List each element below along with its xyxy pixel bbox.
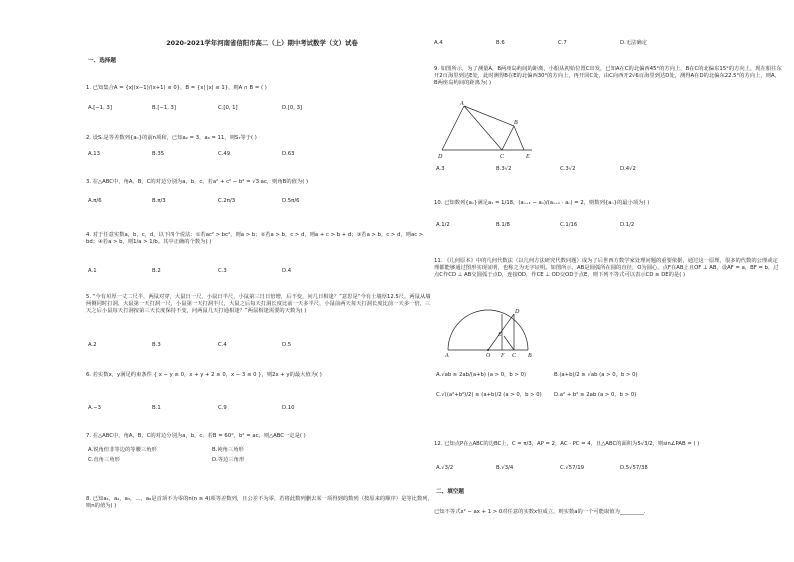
q2-option-b[interactable]: B.35 (152, 151, 165, 157)
question-9-stem: 9. 如图所示，为了测量A，B两座岛屿间的距离，小船从初始位置C出发，已知A在C的北偏西45°的方向上，B在C的北偏东15°的方向上，现在船往东开2百海里到达E处，此时测得B在E的北偏西30°的方向上，再开回C处，由C向西开2√6百海里到达D处，测得A在D的北偏东22.5°的方向上，则A，B两座岛屿间的距离为( ) (434, 66, 782, 87)
q3-option-b[interactable]: B.π/3 (152, 198, 166, 204)
q8-option-a[interactable]: A.4 (434, 40, 443, 46)
q10-option-a[interactable]: A.1/2 (436, 222, 450, 228)
q5-option-d[interactable]: D.5 (282, 342, 292, 348)
q6-option-b[interactable]: B.1 (152, 405, 161, 411)
exam-title: 2020-2021学年河南省信阳市高二（上）期中考试数学（文）试卷 (166, 39, 358, 47)
q11-option-b[interactable]: B.(a+b)/2 ≥ √ab (a > 0，b > 0) (554, 372, 638, 378)
question-8-stem: 8. 已知a₁，a₂，a₃，…，a₈是首项不为零的n(n ≥ 4)项等差数列，且公差不为零，若将此数列删去某一项得到的数列（按原来的顺序）是等比数列，则n的值为( ) (86, 496, 433, 510)
q2-option-c[interactable]: C.49 (218, 151, 231, 157)
fig11-label-b: B (528, 353, 532, 358)
question-3-stem: 3. 在△ABC中，角A，B，C的对边分别为a，b，c，若a² + c² − b² = √3 ac，则角B的值为( ) (86, 179, 309, 185)
q3-option-d[interactable]: D.5π/6 (282, 198, 300, 204)
fig11-label-e: E (498, 332, 502, 338)
q5-option-a[interactable]: A.2 (88, 342, 97, 348)
q6-option-a[interactable]: A.−3 (88, 405, 102, 411)
q1-option-b[interactable]: B.[−1, 3] (152, 105, 176, 111)
q9-option-c[interactable]: C.3√2 (560, 166, 576, 172)
question-4-stem: 4. 对于任意实数a，b，c，d，以下四个说法：①若ac² > bc²，则a > b；②若a > b，c > d，则a + c > b + d；③若a > b，c > d，则ac > bd；④若a > b，则1/a > 1/b。其中正确的个数为( ) (86, 232, 424, 246)
q12-option-a[interactable]: A.√3/2 (436, 465, 454, 471)
q7-option-d[interactable]: D.等边三角形 (212, 457, 245, 463)
section-choice-heading: 一、选择题 (88, 58, 116, 64)
fig11-label-d: D (515, 309, 520, 315)
fig11-label-c: C (512, 353, 517, 358)
fig9-label-b: B (514, 120, 518, 126)
fill-blank-question: 已知不等式x² − ax + 1 > 0对任意的实数x恒成立，则实数a的一个可能取值为_________. (434, 509, 646, 515)
question-1-stem: 1. 已知集合A = {x|(x−1)/(x+1) ≤ 0}，B = {x| |x| ≤ 1}，则A ∩ B = ( ) (86, 85, 267, 91)
q5-option-c[interactable]: C.4 (218, 342, 227, 348)
q7-option-a[interactable]: A.锐角但非等边的等腰三角形 (88, 447, 157, 453)
q4-option-b[interactable]: B.2 (152, 268, 161, 274)
q8-option-c[interactable]: C.7 (558, 40, 567, 46)
fig11-label-a: A (445, 353, 449, 358)
q8-option-d[interactable]: D.无法确定 (620, 40, 647, 46)
question-2-stem: 2. 设Sₙ是等差数列{aₙ}的前n项和，已知a₂ = 3，a₆ = 11，则S₇等于( ) (86, 135, 257, 141)
q4-option-a[interactable]: A.1 (88, 268, 97, 274)
question-6-stem: 6. 若实数x，y满足约束条件 { x − y ≥ 0，x + y + 2 ≥ 0，x − 3 ≤ 0 }，则2x + y的最大值为( ) (86, 372, 322, 378)
q10-option-c[interactable]: C.1/16 (560, 222, 578, 228)
q9-option-a[interactable]: A.3 (436, 166, 445, 172)
fig9-label-d: D (438, 154, 443, 160)
q4-option-d[interactable]: D.4 (282, 268, 292, 274)
left-column (86, 0, 438, 562)
q2-option-d[interactable]: D.63 (282, 151, 295, 157)
q10-option-d[interactable]: D.1/2 (620, 222, 635, 228)
right-column (434, 0, 786, 562)
q12-option-c[interactable]: C.√57/19 (560, 465, 585, 471)
question-11-stem: 11. 《几何原本》中的几何代数法（以几何方法研究代数问题）成为了后世西方数学家处理问题的重要依据，通过这一原理，很多的代数的公理或定理都能够通过图形实现证明，也称之为无字证明。如图所示，AB是圆弧所在圆的直径，O为圆心，点F在AB上且OF ⊥ AB，设AF = a，BF = b，过点C作CD ⊥ AB交圆弧于点D，连接OD，作CE ⊥ OD交OD于点E，则下列不等式可以表示CD ≥ DE的是( ) (434, 258, 779, 279)
q4-option-c[interactable]: C.3 (218, 268, 227, 274)
figure-11-semicircle (444, 306, 534, 358)
question-7-stem: 7. 在△ABC中，角A，B，C的对边分别为a，b，c，若B = 60°，b² = ac，则△ABC一定是( ) (86, 433, 306, 439)
q3-option-c[interactable]: C.2π/3 (218, 198, 236, 204)
q1-option-c[interactable]: C.[0, 1] (218, 105, 238, 111)
q7-option-b[interactable]: B.钝角三角形 (212, 447, 244, 453)
fig9-label-a: A (460, 101, 464, 107)
fig11-label-o: O (486, 353, 491, 358)
q3-option-a[interactable]: A.π/6 (88, 198, 102, 204)
q11-option-c[interactable]: C.√((a²+b²)/2) ≥ (a+b)/2 (a > 0，b > 0) (436, 392, 542, 398)
q6-option-c[interactable]: C.9 (218, 405, 227, 411)
q9-option-d[interactable]: D.4√2 (620, 166, 636, 172)
fig9-label-c: C (500, 154, 505, 160)
q7-option-c[interactable]: C.直角三角形 (88, 457, 120, 463)
question-5-stem: 5. “今有垣厚一丈二尺半，两鼠对穿，大鼠日一尺，小鼠日半尺，小鼠第三日日倍增，后不变，问几日相逢？”意思是“今有土墙厚12.5尺，两鼠从墙两侧同时打洞，大鼠第一天打洞一尺，小鼠第一天打洞半尺，大鼠之后每天打洞长度比前一天多半尺，小鼠前两天每天打洞长度比前一天多一倍，三天之后小鼠每天打洞按第三天长度保持不变，问两鼠几天打通相逢？”两鼠相逢需要的天数为( ) (86, 294, 431, 315)
q12-option-b[interactable]: B.√3/4 (496, 465, 514, 471)
q6-option-d[interactable]: D.10 (282, 405, 295, 411)
q5-option-b[interactable]: B.3 (152, 342, 161, 348)
fig11-label-f: F (501, 353, 505, 358)
q8-option-b[interactable]: B.6 (496, 40, 505, 46)
question-10-stem: 10. 已知数列{aₙ}满足a₁ = 1/18，(aₙ₊₁ − aₙ)/(aₙ₊₁ · aₙ) = 2，则数列{aₙ}的最小项为( ) (434, 200, 650, 206)
q1-option-a[interactable]: A.[−1, 3] (88, 105, 112, 111)
section-fill-heading: 二、填空题 (436, 489, 464, 495)
q11-option-d[interactable]: D.a² + b² ≥ 2ab (a > 0，b > 0) (554, 392, 637, 398)
q1-option-d[interactable]: D.[0, 3] (282, 105, 303, 111)
q11-option-a[interactable]: A.√ab ≥ 2ab/(a+b) (a > 0，b > 0) (436, 372, 527, 378)
q10-option-b[interactable]: B.1/8 (496, 222, 510, 228)
q12-option-d[interactable]: D.5√57/38 (620, 465, 648, 471)
question-12-stem: 12. 已知点P在△ABC的边BC上，C = π/3，AP = 2，AC · PC = 4，且△ABC的面积为5√3/2，则sin∠PAB = ( ) (434, 441, 700, 447)
figure-9-islands (438, 100, 538, 162)
q9-option-b[interactable]: B.3√2 (496, 166, 512, 172)
q2-option-a[interactable]: A.13 (88, 151, 100, 157)
fig9-label-e: E (526, 154, 530, 160)
